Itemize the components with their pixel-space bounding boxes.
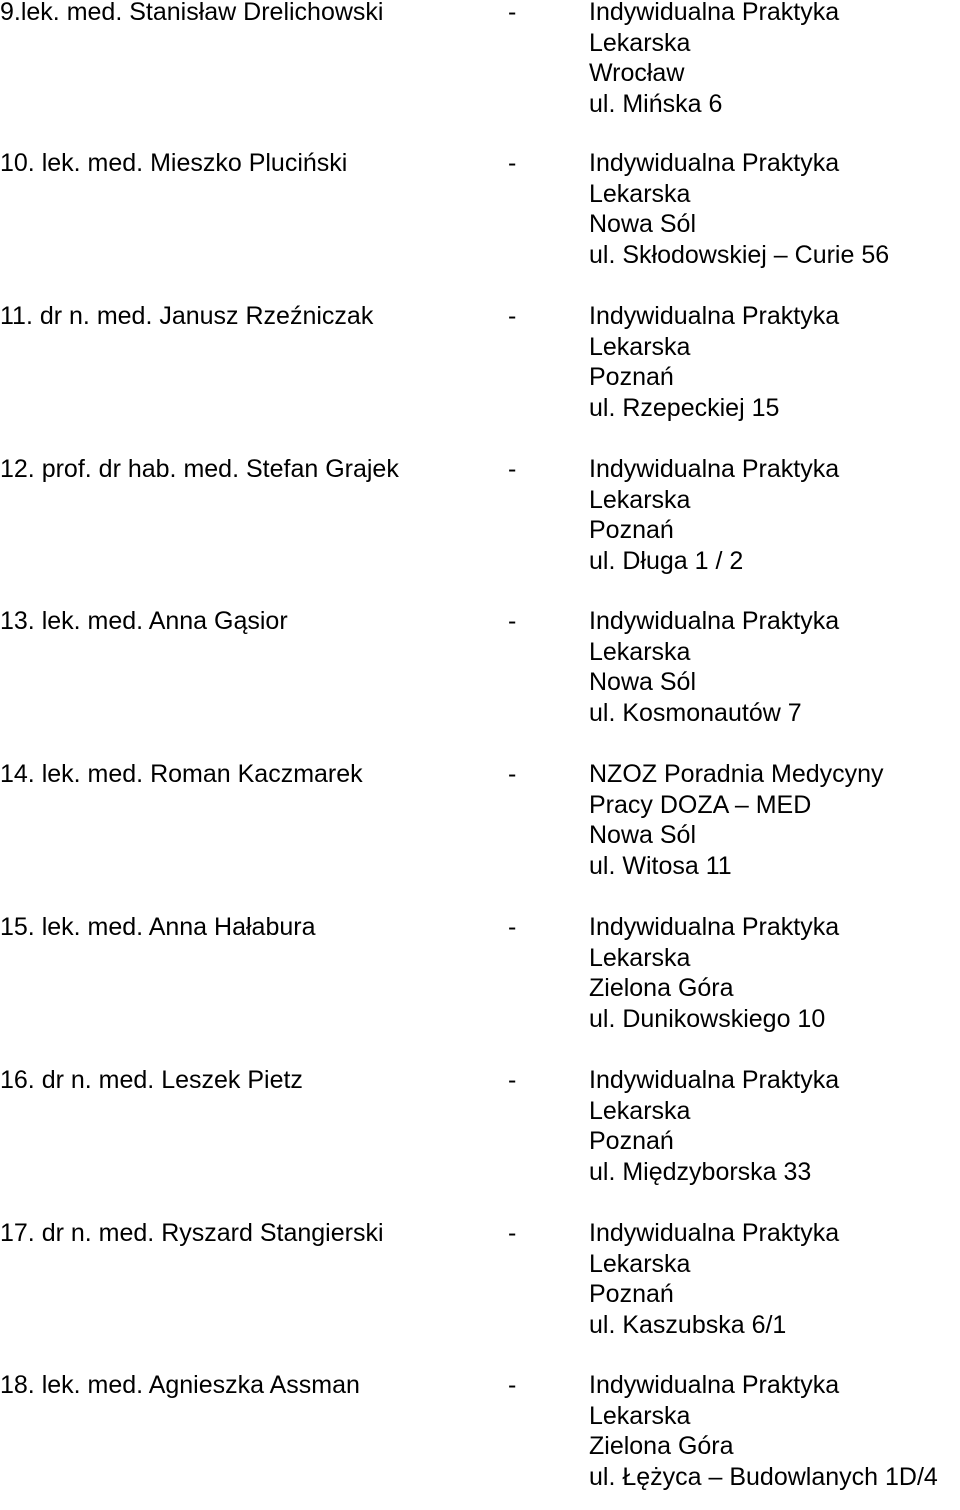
separator-dash: - bbox=[508, 455, 517, 483]
practice-type-cont: Lekarska bbox=[589, 179, 691, 208]
practice-details bbox=[589, 606, 960, 728]
separator-dash: - bbox=[508, 1066, 517, 1094]
practice-details bbox=[589, 1065, 960, 1187]
list-item bbox=[0, 0, 960, 137]
list-item bbox=[0, 1218, 960, 1358]
city: Zielona Góra bbox=[589, 1432, 734, 1461]
practice-type: Indywidualna Praktyka bbox=[589, 1371, 840, 1399]
list-item bbox=[0, 606, 960, 746]
street-address: ul. Mińska 6 bbox=[589, 89, 723, 118]
practice-type: Indywidualna Praktyka bbox=[589, 1219, 840, 1247]
city: Nowa Sól bbox=[589, 210, 696, 239]
doctor-name: 12. prof. dr hab. med. Stefan Grajek bbox=[0, 455, 399, 483]
practice-type: Indywidualna Praktyka bbox=[589, 1066, 840, 1094]
street-address: ul. Rzepeckiej 15 bbox=[589, 393, 780, 422]
doctor-name: 9.lek. med. Stanisław Drelichowski bbox=[0, 0, 384, 26]
city: Wrocław bbox=[589, 59, 685, 88]
practice-details bbox=[589, 0, 960, 119]
doctor-name: 14. lek. med. Roman Kaczmarek bbox=[0, 760, 363, 788]
street-address: ul. Skłodowskiej – Curie 56 bbox=[589, 240, 890, 269]
doctor-name: 11. dr n. med. Janusz Rzeźniczak bbox=[0, 302, 374, 330]
list-item bbox=[0, 454, 960, 594]
practice-type: Indywidualna Praktyka bbox=[589, 302, 840, 330]
street-address: ul. Witosa 11 bbox=[589, 851, 732, 880]
separator-dash: - bbox=[508, 1219, 517, 1247]
separator-dash: - bbox=[508, 760, 517, 788]
separator-dash: - bbox=[508, 302, 517, 330]
doctor-name: 15. lek. med. Anna Hałabura bbox=[0, 913, 316, 941]
city: Poznań bbox=[589, 1280, 674, 1309]
doctor-name: 13. lek. med. Anna Gąsior bbox=[0, 607, 288, 635]
practice-type: Indywidualna Praktyka bbox=[589, 0, 840, 26]
list-item bbox=[0, 301, 960, 441]
practice-type-cont: Lekarska bbox=[589, 1249, 691, 1278]
street-address: ul. Łężyca – Budowlanych 1D/4 bbox=[589, 1462, 938, 1491]
practice-type-cont: Lekarska bbox=[589, 1401, 691, 1430]
practice-details bbox=[589, 912, 960, 1034]
practice-type: Indywidualna Praktyka bbox=[589, 913, 840, 941]
practice-type-cont: Lekarska bbox=[589, 1096, 691, 1125]
practice-type-cont: Lekarska bbox=[589, 637, 691, 666]
practice-type: Indywidualna Praktyka bbox=[589, 455, 840, 483]
practice-type-cont: Lekarska bbox=[589, 332, 691, 361]
city: Poznań bbox=[589, 1127, 674, 1156]
separator-dash: - bbox=[508, 0, 517, 26]
practice-details bbox=[589, 1370, 960, 1492]
doctor-name: 10. lek. med. Mieszko Pluciński bbox=[0, 149, 348, 177]
doctor-name: 18. lek. med. Agnieszka Assman bbox=[0, 1371, 360, 1399]
doctor-name: 17. dr n. med. Ryszard Stangierski bbox=[0, 1219, 384, 1247]
list-item bbox=[0, 148, 960, 288]
separator-dash: - bbox=[508, 149, 517, 177]
practice-details bbox=[589, 1218, 960, 1340]
city: Poznań bbox=[589, 363, 674, 392]
practice-type-cont: Lekarska bbox=[589, 28, 691, 57]
city: Nowa Sól bbox=[589, 668, 696, 697]
practice-type-cont: Lekarska bbox=[589, 943, 691, 972]
doctor-name: 16. dr n. med. Leszek Pietz bbox=[0, 1066, 303, 1094]
practice-details bbox=[589, 759, 960, 881]
city: Zielona Góra bbox=[589, 974, 734, 1003]
separator-dash: - bbox=[508, 1371, 517, 1399]
list-item bbox=[0, 912, 960, 1052]
practice-type-cont: Pracy DOZA – MED bbox=[589, 790, 812, 819]
practice-details bbox=[589, 148, 960, 270]
practice-details bbox=[589, 454, 960, 576]
list-item bbox=[0, 1065, 960, 1205]
city: Nowa Sól bbox=[589, 821, 696, 850]
separator-dash: - bbox=[508, 913, 517, 941]
street-address: ul. Dunikowskiego 10 bbox=[589, 1004, 826, 1033]
list-item bbox=[0, 759, 960, 899]
separator-dash: - bbox=[508, 607, 517, 635]
street-address: ul. Kosmonautów 7 bbox=[589, 698, 802, 727]
street-address: ul. Międzyborska 33 bbox=[589, 1157, 812, 1186]
practice-type: NZOZ Poradnia Medycyny bbox=[589, 760, 884, 788]
city: Poznań bbox=[589, 516, 674, 545]
street-address: ul. Kaszubska 6/1 bbox=[589, 1310, 787, 1339]
list-item bbox=[0, 1370, 960, 1510]
practice-details bbox=[589, 301, 960, 423]
practice-type: Indywidualna Praktyka bbox=[589, 149, 840, 177]
street-address: ul. Długa 1 / 2 bbox=[589, 546, 744, 575]
practice-type: Indywidualna Praktyka bbox=[589, 607, 840, 635]
practice-type-cont: Lekarska bbox=[589, 485, 691, 514]
